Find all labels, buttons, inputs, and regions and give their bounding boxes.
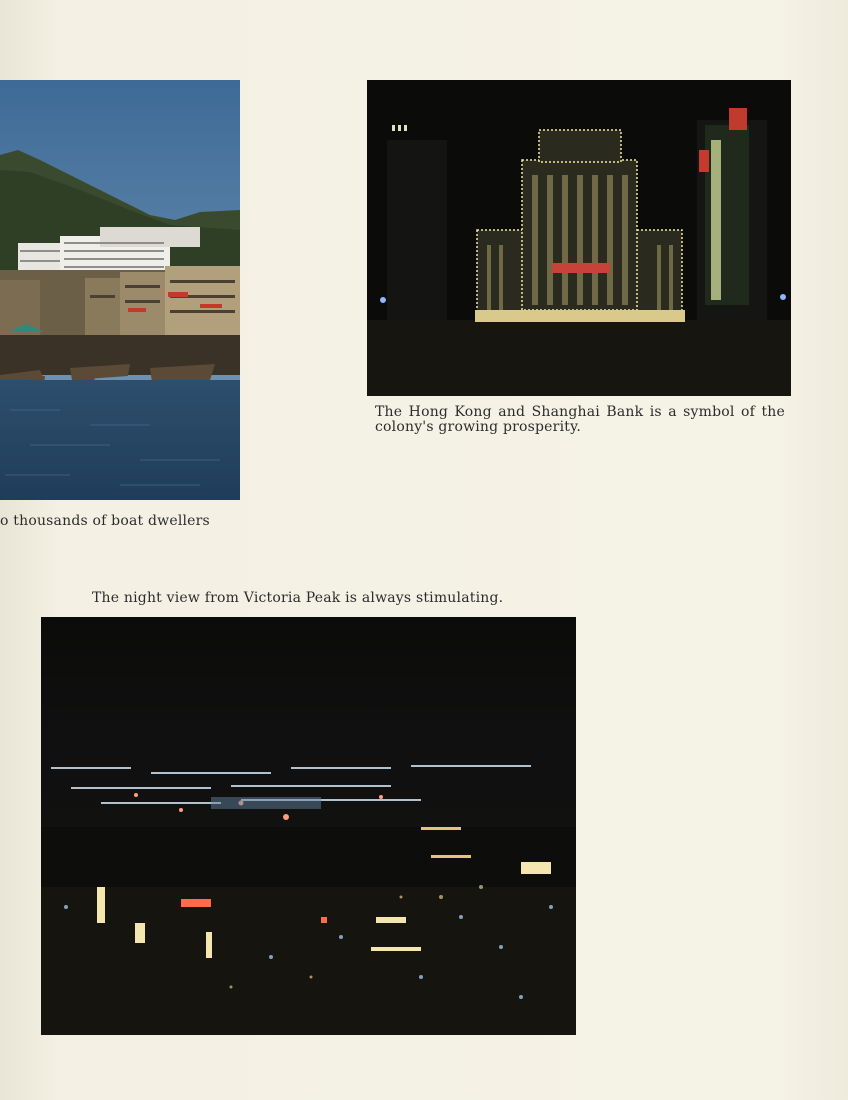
night-view-caption: The night view from Victoria Peak is always stimulating. [92,590,504,606]
harbour-caption: o thousands of boat dwellers [0,513,210,529]
harbour-photo [0,80,240,500]
bank-photo [367,80,791,396]
night-view-photo [41,617,576,1035]
bank-caption: The Hong Kong and Shanghai Bank is a symbol of the colony's growing prosperity. [375,404,785,435]
